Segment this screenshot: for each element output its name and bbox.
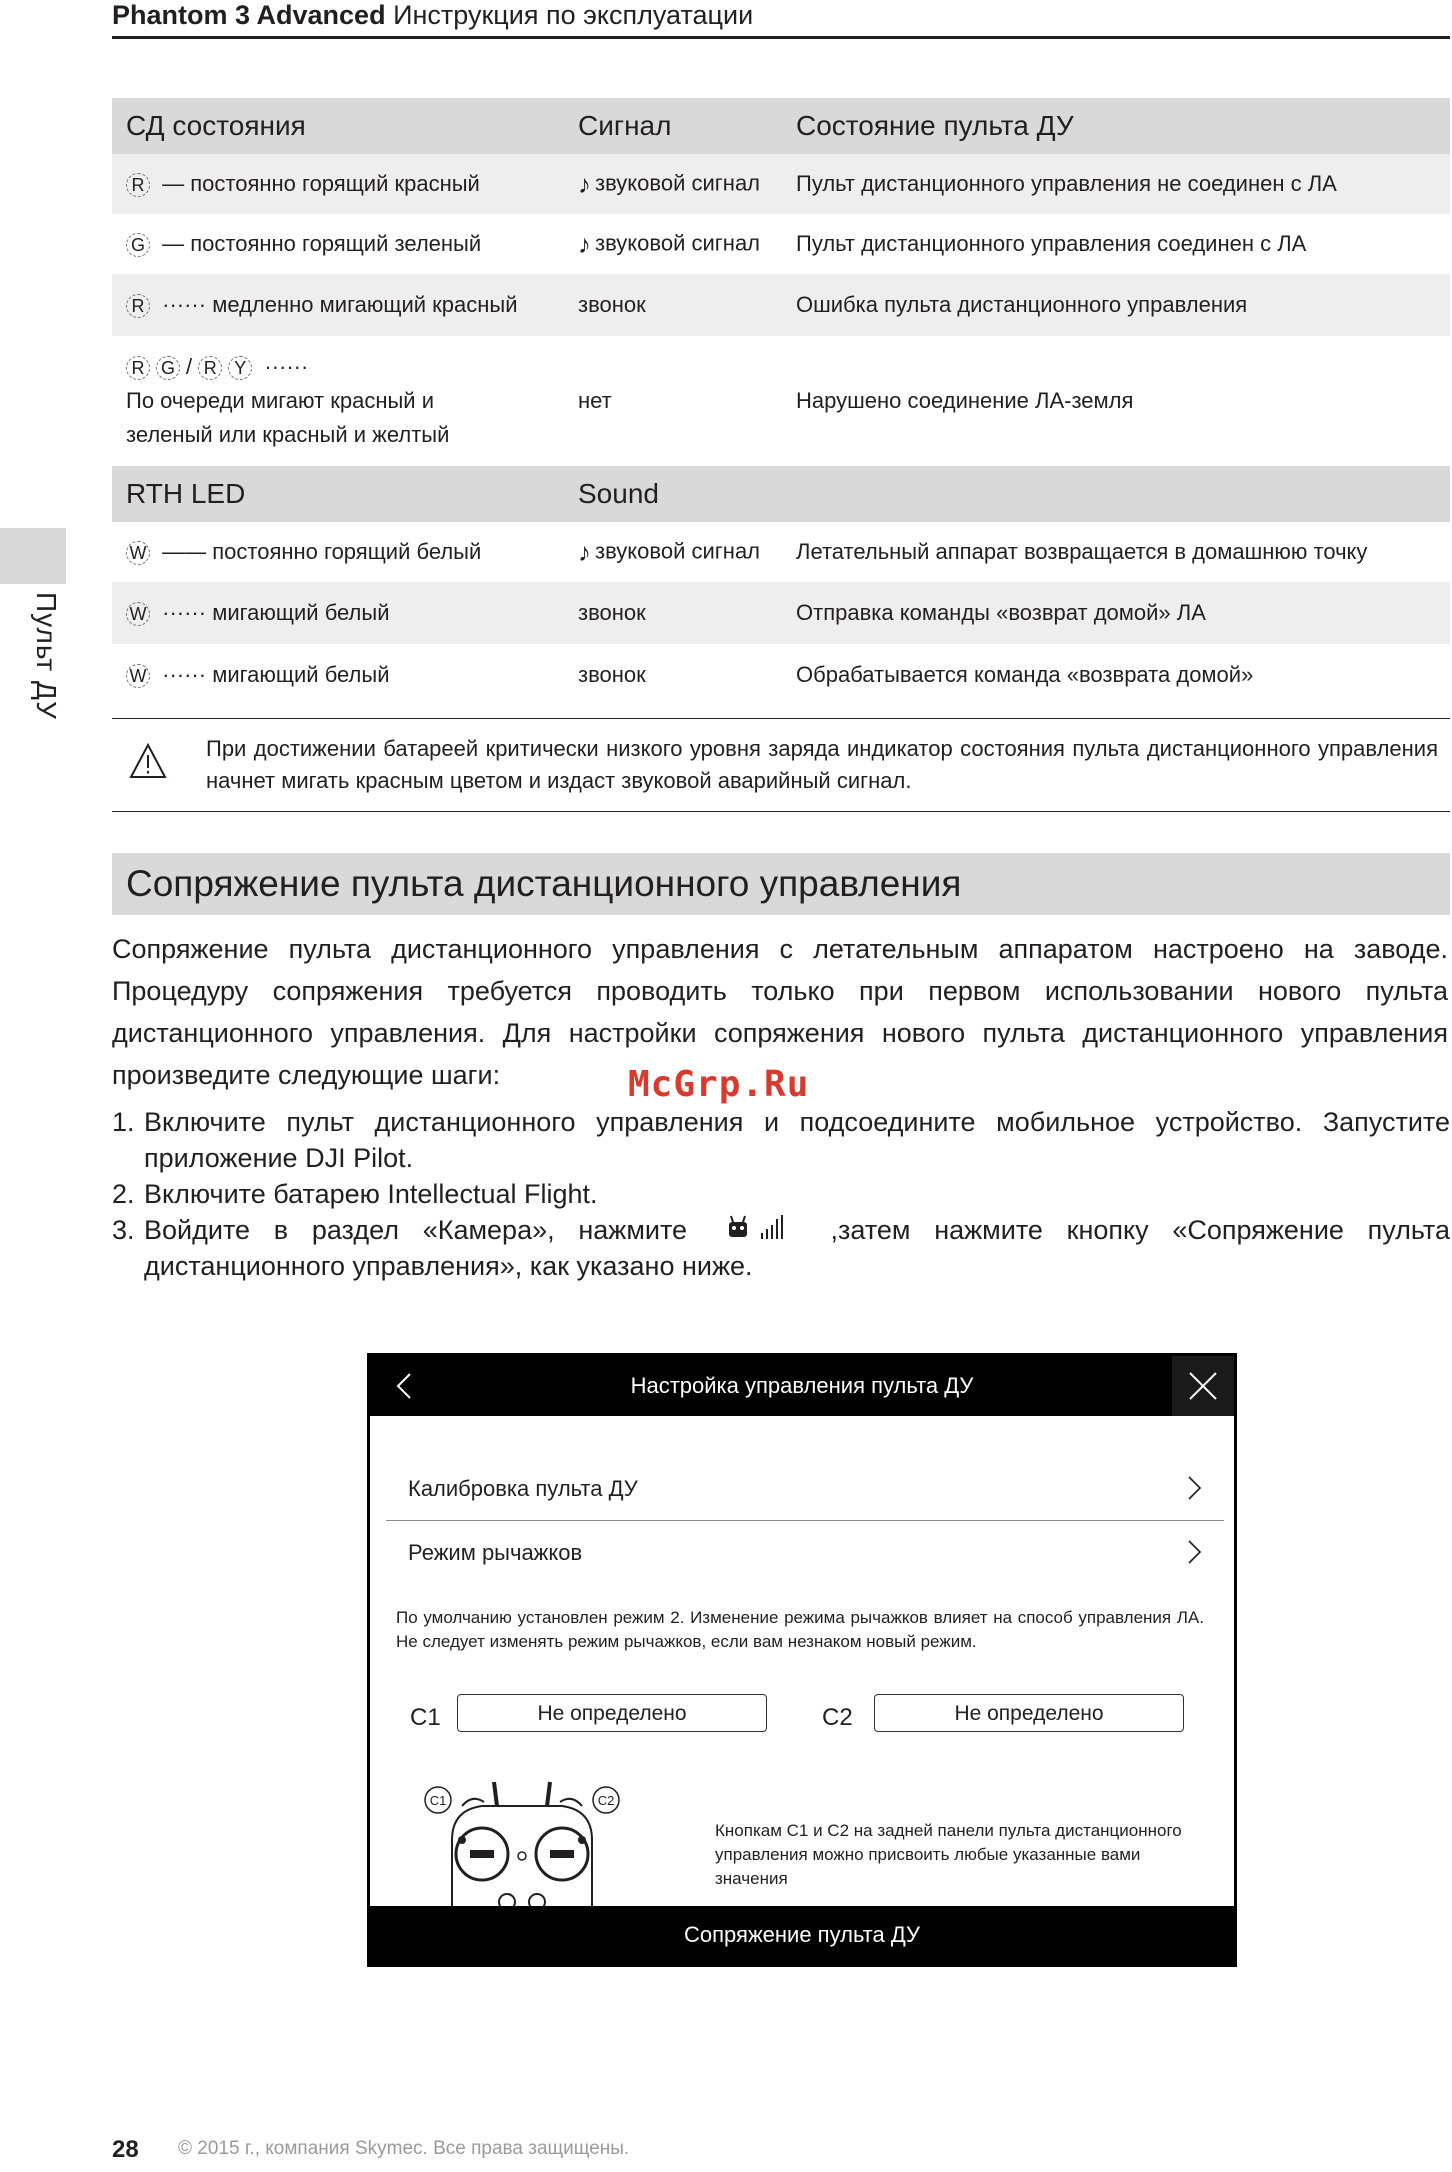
c1-label: C1 xyxy=(410,1704,441,1731)
table-row xyxy=(112,154,1450,214)
list-item xyxy=(112,1212,1450,1284)
menu-item-stick-mode[interactable] xyxy=(386,1520,1224,1584)
state-cell: Обрабатывается команда «возврата домой» xyxy=(796,662,1254,687)
close-button[interactable] xyxy=(1172,1356,1234,1416)
led-pattern: ······ xyxy=(162,661,207,687)
warning-note xyxy=(112,718,1450,812)
header-brand: Phantom 3 Advanced xyxy=(112,0,386,30)
signal-cell: звонок xyxy=(578,292,646,317)
back-chevron-icon[interactable] xyxy=(390,1370,420,1402)
led-cell xyxy=(112,662,578,688)
header-rc-state: Состояние пульта ДУ xyxy=(796,110,1074,141)
stick-mode-description: По умолчанию установлен режим 2. Изменение режима рычажков влияет на способ управления ЛА. Не следует изменять режим рычажков, если вам незнаком новый режим. xyxy=(396,1608,1204,1651)
chevron-right-icon xyxy=(1186,1474,1202,1502)
led-green-icon: G xyxy=(126,233,150,257)
led-red-icon: R xyxy=(126,173,150,197)
section-title-bar xyxy=(112,853,1450,915)
led-cell xyxy=(112,350,578,452)
c2-select[interactable]: Не определено xyxy=(874,1694,1184,1732)
led-white-icon: W xyxy=(126,664,150,688)
table-row xyxy=(112,644,1450,706)
header-rth-led: RTH LED xyxy=(126,478,246,509)
page-number: 28 xyxy=(112,2136,139,2163)
copyright: © 2015 г., компания Skymec. Все права защищены. xyxy=(178,2138,630,2159)
menu-item-label: Режим рычажков xyxy=(408,1540,583,1565)
led-status-text: постоянно горящий белый xyxy=(212,538,482,564)
signal-cell: звонок xyxy=(578,600,646,625)
app-screenshot xyxy=(367,1353,1237,1967)
list-item xyxy=(112,1176,1450,1212)
list-item xyxy=(112,1104,1450,1176)
step-text: Войдите в раздел «Камера», нажмите xyxy=(144,1215,688,1245)
led-status-table xyxy=(112,98,1450,706)
step-number: 1. xyxy=(112,1107,135,1137)
step-text: Включите пульт дистанционного управления и подсоедините мобильное устройство. Запустите приложение DJI Pilot. xyxy=(144,1107,1450,1173)
table-header-rth xyxy=(112,466,1450,522)
c2-label: C2 xyxy=(822,1704,853,1731)
led-cell xyxy=(112,171,578,197)
step-number: 2. xyxy=(112,1179,135,1209)
step-text: Включите батарею Intellectual Flight. xyxy=(144,1179,598,1209)
menu-item-rc-calibration[interactable] xyxy=(386,1456,1224,1521)
music-note-icon: ♪ xyxy=(578,228,591,259)
step-text-cont: ,затем нажмите кнопку «Сопряжение пульта дистанционного управления», как указано ниже. xyxy=(144,1215,1450,1281)
led-status-text: постоянно горящий красный xyxy=(190,170,480,196)
table-row xyxy=(112,522,1450,582)
led-status-text: медленно мигающий красный xyxy=(212,291,518,317)
signal-cell xyxy=(578,229,796,260)
step-number: 3. xyxy=(112,1215,135,1245)
table-row xyxy=(112,274,1450,336)
table-row xyxy=(112,214,1450,274)
table-row xyxy=(112,582,1450,644)
led-status-text: мигающий белый xyxy=(212,661,390,687)
watermark: McGrp.Ru xyxy=(628,1064,810,1105)
rc-callout-c1: C1 xyxy=(429,1793,447,1808)
led-red-icon: R xyxy=(126,356,150,380)
c1-select[interactable]: Не определено xyxy=(457,1694,767,1732)
music-note-icon: ♪ xyxy=(578,536,591,567)
page-header xyxy=(112,0,1450,39)
music-note-icon: ♪ xyxy=(578,168,591,199)
signal-cell xyxy=(578,537,796,568)
table-row xyxy=(112,336,1450,466)
signal-cell: звонок xyxy=(578,662,646,687)
state-cell: Летательный аппарат возвращается в домашнюю точку xyxy=(796,539,1368,564)
led-green-icon: G xyxy=(156,356,180,380)
warning-text: При достижении батареей критически низкого уровня заряда индикатор состояния пульта дистанционного управления начнет мигать красным цветом и издаст звуковой аварийный сигнал. xyxy=(206,736,1438,793)
steps-list xyxy=(112,1104,1450,1284)
close-icon xyxy=(1172,1356,1234,1416)
led-status-text: мигающий белый xyxy=(212,599,390,625)
signal-text: звуковой сигнал xyxy=(595,537,761,563)
led-sequence xyxy=(126,350,578,384)
menu-item-label: Калибровка пульта ДУ xyxy=(408,1476,638,1501)
state-cell: Отправка команды «возврат домой» ЛА xyxy=(796,600,1206,625)
led-cell xyxy=(112,292,578,318)
led-status-text: зеленый или красный и желтый xyxy=(126,422,450,447)
led-white-icon: W xyxy=(126,602,150,626)
led-status-text: постоянно горящий зеленый xyxy=(190,230,482,256)
led-cell xyxy=(112,231,578,257)
signal-text: звуковой сигнал xyxy=(595,229,761,255)
led-yellow-icon: Y xyxy=(228,356,252,380)
signal-text: звуковой сигнал xyxy=(595,169,761,195)
app-title-bar xyxy=(370,1356,1234,1416)
led-pattern: ······ xyxy=(264,354,309,379)
state-cell: Пульт дистанционного управления соединен с ЛА xyxy=(796,231,1307,256)
state-cell: Пульт дистанционного управления не соединен с ЛА xyxy=(796,171,1337,196)
page-footer xyxy=(112,2136,630,2164)
led-pattern: — xyxy=(162,230,185,256)
led-cell xyxy=(112,539,578,565)
table-header xyxy=(112,98,1450,154)
led-pattern: ······ xyxy=(162,291,207,317)
led-white-icon: W xyxy=(126,541,150,565)
led-cell xyxy=(112,600,578,626)
led-red-icon: R xyxy=(198,356,222,380)
led-pattern: ······ xyxy=(162,599,207,625)
remote-controller-illustration xyxy=(422,1780,622,1910)
side-tab-marker xyxy=(0,528,66,584)
rc-callout-c2: C2 xyxy=(597,1793,615,1808)
chevron-right-icon xyxy=(1186,1538,1202,1566)
led-status-text: По очереди мигают красный и xyxy=(126,388,434,413)
signal-cell: нет xyxy=(578,388,612,413)
led-red-icon: R xyxy=(126,294,150,318)
rc-buttons-description: Кнопкам C1 и C2 на задней панели пульта дистанционного управления можно присвоить любые указанные вами значения xyxy=(715,1821,1182,1888)
side-tab-label: Пульт ДУ xyxy=(31,592,62,720)
led-separator: / xyxy=(186,354,193,379)
header-sound: Sound xyxy=(578,478,659,509)
led-pattern: —— xyxy=(162,538,207,564)
signal-cell xyxy=(578,169,796,200)
app-title: Настройка управления пульта ДУ xyxy=(630,1373,974,1398)
pair-rc-button[interactable]: Сопряжение пульта ДУ xyxy=(370,1906,1234,1964)
warning-icon xyxy=(128,741,168,781)
rc-settings-icon xyxy=(725,1213,807,1243)
section-paragraph: Сопряжение пульта дистанционного управления с летательным аппаратом настроено на заводе. Процедуру сопряжения требуется проводить только при первом использовании нового пульта дистанционного управления. Для настройки сопряжения нового пульта дистанционного управления произведите следующие шаги: xyxy=(112,934,1448,1090)
header-subtitle: Инструкция по эксплуатации xyxy=(393,0,754,30)
state-cell: Нарушено соединение ЛА-земля xyxy=(796,388,1134,413)
header-led-status: СД состояния xyxy=(126,110,306,141)
led-pattern: — xyxy=(162,170,185,196)
section-title: Сопряжение пульта дистанционного управления xyxy=(126,863,962,904)
header-signal: Сигнал xyxy=(578,110,672,141)
state-cell: Ошибка пульта дистанционного управления xyxy=(796,292,1248,317)
